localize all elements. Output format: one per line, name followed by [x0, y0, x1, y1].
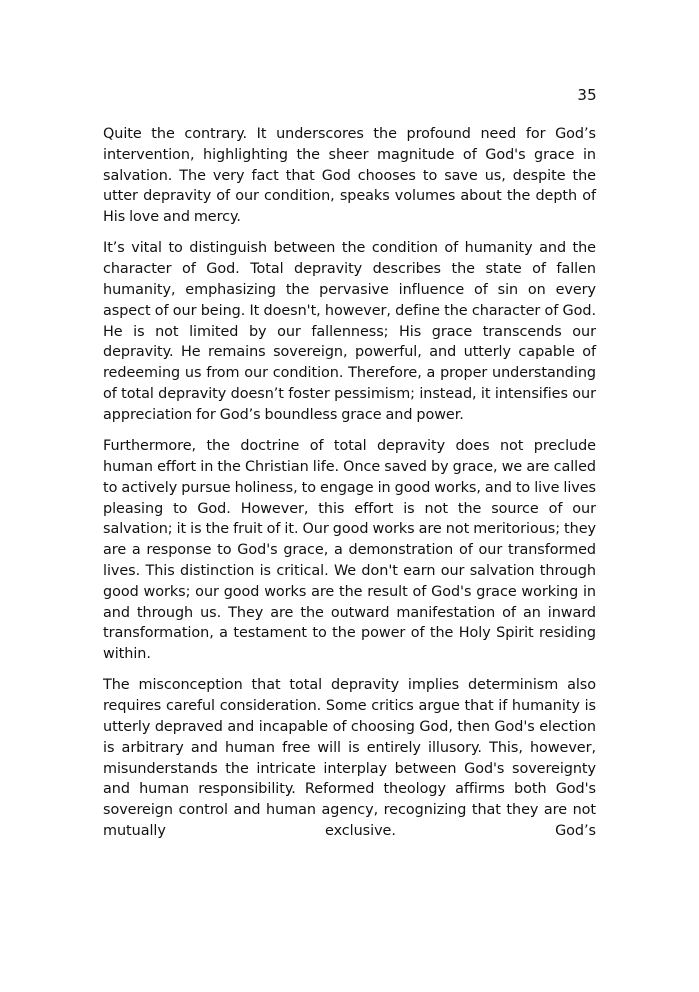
paragraph-condition-vs-character: It’s vital to distinguish between the condition of humanity and the character of God. Total depravity describes the state of fallen humanity, emphasizing the pervasive influence of sin on every aspect of our being. It doesn't, however, define the character of God. He is not limited by our fallenness; His grace transcends our depravity. He remains sovereign, powerful, and utterly capable of redeeming us from our condition. Therefore, a proper understanding of total depravity doesn’t foster pessimism; instead, it intensifies our appreciation for God’s boundless grace and power. — [103, 240, 596, 423]
paragraph-determinism: The misconception that total depravity implies determinism also requires careful consideration. Some critics argue that if humanity is utterly depraved and incapable of choosing God, then God's election is arbitrary and human free will is entirely illusory. This, however, misunderstands the intricate interplay between God's sovereignty and human responsibility. Reformed theology affirms both God's sovereign control and human agency, recognizing that they are not mutually exclusive. God’s — [103, 677, 596, 839]
paragraph-human-effort: Furthermore, the doctrine of total depravity does not preclude human effort in the Christian life. Once saved by grace, we are called to actively pursue holiness, to engage in good works, and to live lives pleasing to God. However, this effort is not the source of our salvation; it is the fruit of it. Our good works are not meritorious; they are a response to God's grace, a demonstration of our transformed lives. This distinction is critical. We don't earn our salvation through good works; our good works are the result of God's grace working in and through us. They are the outward manifestation of an inward transformation, a testament to the power of the Holy Spirit residing within. — [103, 438, 596, 663]
page-number: 35 — [577, 86, 597, 104]
body-text — [103, 124, 596, 852]
paragraph-grace: Quite the contrary. It underscores the profound need for God’s intervention, highlighting the sheer magnitude of God's grace in salvation. The very fact that God chooses to save us, despite the utter depravity of our condition, speaks volumes about the depth of His love and mercy. — [103, 126, 596, 226]
